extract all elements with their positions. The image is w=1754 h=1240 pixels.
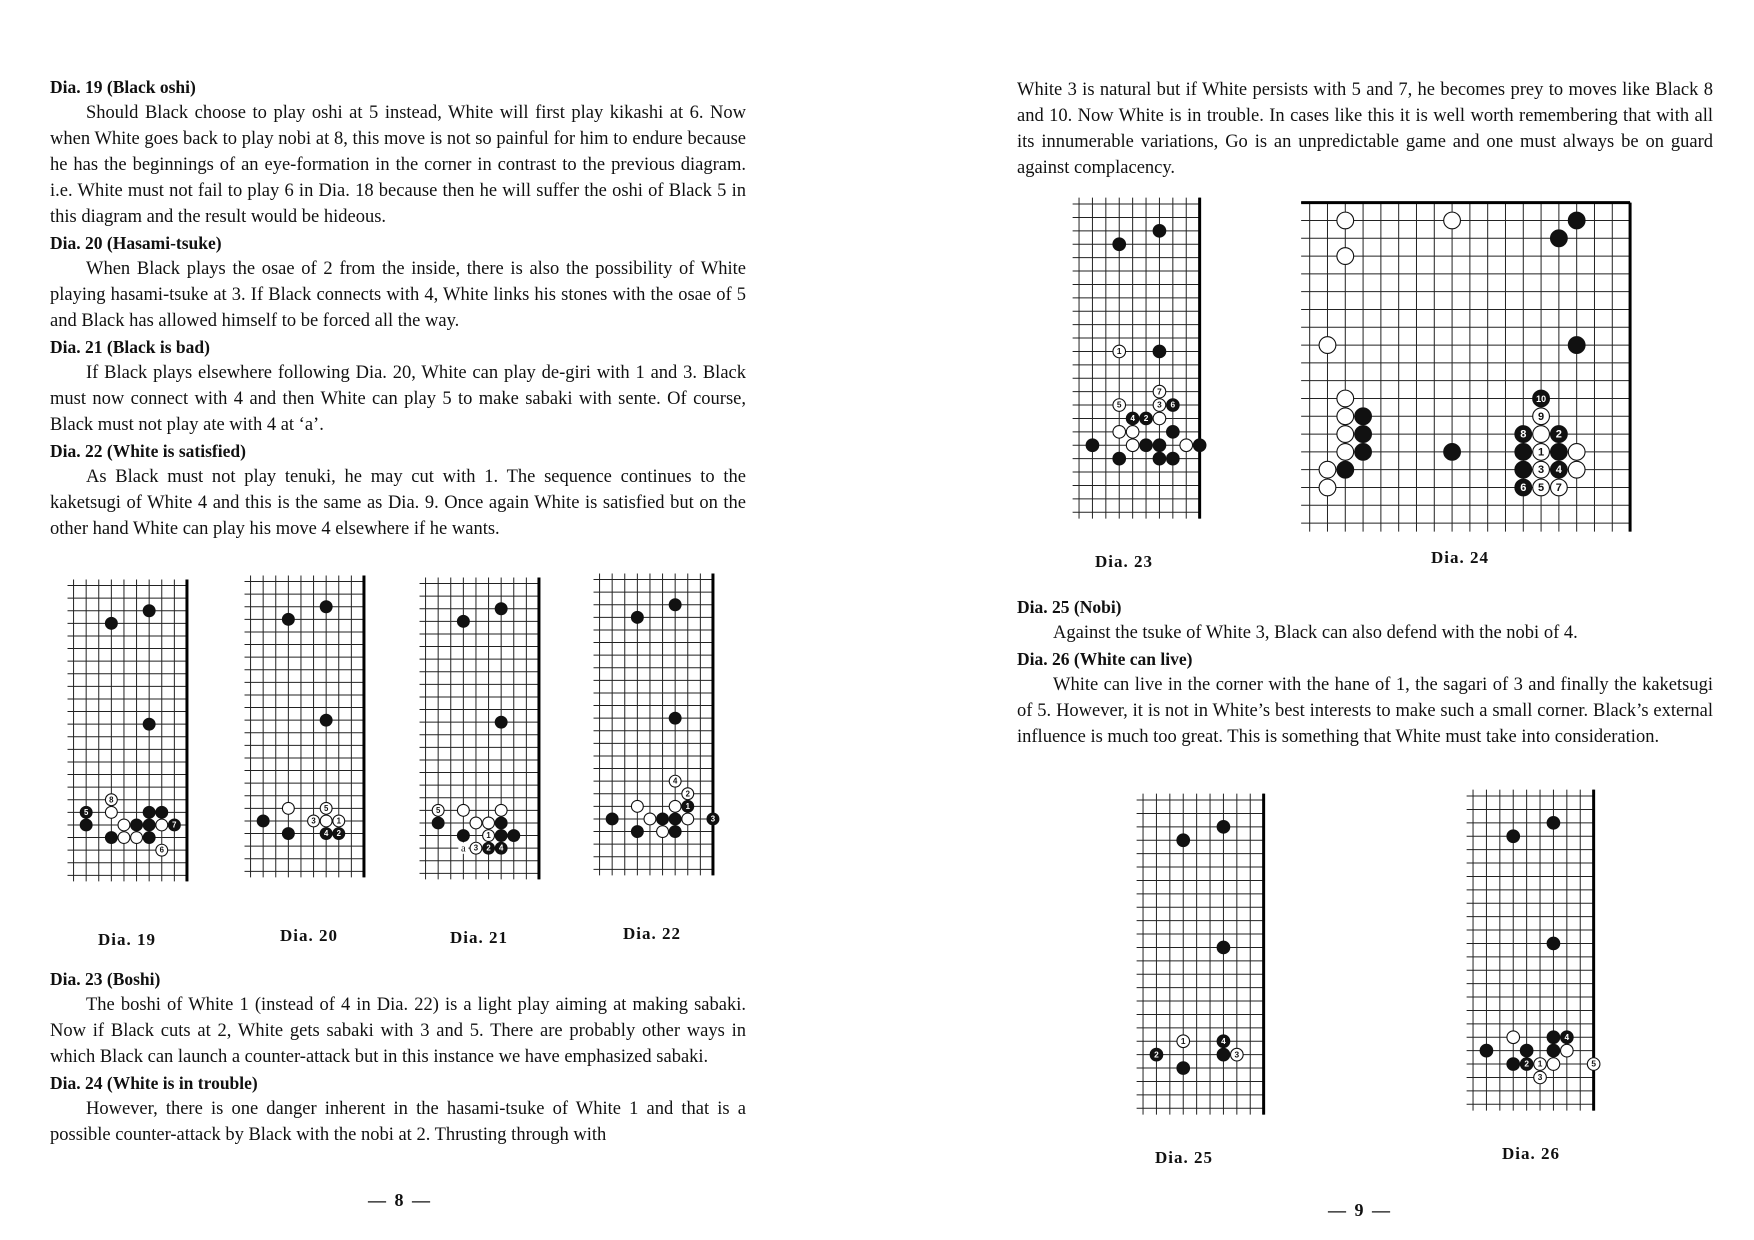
black-stone (1193, 439, 1206, 452)
svg-text:1: 1 (1537, 1058, 1543, 1069)
white-stone-move-3 (308, 815, 320, 827)
caption-dia19: Dia. 19 (98, 930, 156, 949)
white-stone-move-2 (682, 788, 694, 800)
para-dia19: Should Black choose to play oshi at 5 instead, White will first play kikashi at 6. Now when White goes back to play nobi at 8, this move is not so painful for him to endure because he has the beginnings of an eye-formation in the corner in contrast to the previous diagram. i.e. White must not fail to play 6 in Dia. 18 because then he will suffer the oshi of Black 5 in this diagram and the result would be hideous. (50, 103, 746, 227)
svg-text:4: 4 (672, 776, 678, 786)
black-stone-move-6 (1167, 399, 1180, 412)
white-stone-move-5 (1587, 1058, 1600, 1071)
white-stone (1337, 444, 1354, 461)
svg-text:2: 2 (486, 843, 491, 853)
black-stone (457, 615, 469, 627)
black-stone-move-7 (168, 819, 180, 831)
black-stone-move-8 (1515, 426, 1532, 443)
black-stone (669, 599, 681, 611)
black-stone-move-2 (1150, 1048, 1163, 1061)
white-stone-move-6 (156, 844, 168, 856)
black-stone (1177, 834, 1190, 847)
black-stone (143, 718, 155, 730)
svg-text:2: 2 (685, 789, 690, 799)
go-board-dia26 (1465, 788, 1602, 1112)
svg-text:1: 1 (1116, 346, 1122, 357)
svg-text:6: 6 (1170, 399, 1176, 410)
black-stone (1113, 238, 1126, 251)
go-board-dia20 (243, 574, 372, 879)
go-board-dia24 (1299, 192, 1641, 534)
black-stone-move-1 (682, 800, 694, 812)
white-stone-move-7 (1153, 385, 1166, 398)
point-marker-a: a (460, 842, 466, 855)
black-stone (1113, 452, 1126, 465)
board-dia22 (592, 572, 721, 877)
black-stone (1444, 444, 1461, 461)
white-stone (1319, 461, 1336, 478)
black-stone-move-2 (1551, 426, 1568, 443)
white-stone (1113, 426, 1126, 439)
white-stone (131, 832, 143, 844)
svg-text:2: 2 (1154, 1049, 1159, 1060)
para-dia24: However, there is one danger inherent in the hasami-tsuke of White 1 and that is a possible counter-attack by Black with the nobi at 2. Thrusting through with (50, 1099, 746, 1145)
black-stone (1140, 439, 1153, 452)
svg-text:2: 2 (1524, 1058, 1529, 1069)
black-stone (1355, 426, 1372, 443)
go-board-dia19 (66, 578, 195, 883)
heading-dia19: Dia. 19 (Black oshi) (50, 77, 196, 97)
white-stone (1561, 1044, 1574, 1057)
white-stone (282, 802, 294, 814)
svg-text:3: 3 (1538, 464, 1545, 477)
white-stone-move-1 (1177, 1035, 1190, 1048)
svg-text:3: 3 (1537, 1072, 1543, 1083)
svg-text:1: 1 (336, 816, 341, 826)
white-stone (631, 800, 643, 812)
white-stone (1547, 1058, 1560, 1071)
caption-dia25: Dia. 25 (1155, 1148, 1213, 1167)
white-stone-move-3 (1153, 399, 1166, 412)
white-stone-move-1 (483, 830, 495, 842)
board-dia23 (1071, 196, 1208, 520)
svg-text:5: 5 (323, 803, 329, 813)
white-stone-move-1 (1534, 1058, 1547, 1071)
svg-text:4: 4 (1130, 413, 1135, 424)
black-stone-move-4 (1217, 1035, 1230, 1048)
svg-text:4: 4 (323, 829, 329, 839)
svg-text:1: 1 (486, 831, 491, 841)
grid-lines (420, 578, 539, 880)
svg-text:2: 2 (1143, 413, 1149, 424)
black-stone (669, 813, 681, 825)
black-stone (1547, 817, 1560, 830)
right-page (877, 0, 1754, 1240)
black-stone (669, 712, 681, 724)
white-stone (1153, 412, 1166, 425)
text-block-intro (1017, 77, 1713, 181)
black-stone (1355, 444, 1372, 461)
black-stone (1153, 452, 1166, 465)
svg-text:7: 7 (1157, 386, 1162, 397)
heading-dia23: Dia. 23 (Boshi) (50, 969, 161, 989)
black-stone (1568, 337, 1585, 354)
black-stone (1551, 444, 1568, 461)
white-stone (156, 819, 168, 831)
go-board-dia22 (592, 572, 721, 877)
white-stone (118, 819, 130, 831)
svg-text:4: 4 (1564, 1031, 1570, 1042)
black-stone (105, 832, 117, 844)
white-stone-move-5 (432, 804, 444, 816)
black-stone (1515, 461, 1532, 478)
white-stone (118, 832, 130, 844)
black-stone (495, 603, 507, 615)
white-stone (644, 813, 656, 825)
black-stone-move-4 (320, 828, 332, 840)
white-stone (1444, 212, 1461, 229)
para-dia25: Against the tsuke of White 3, Black can also defend with the nobi of 4. (1053, 623, 1578, 643)
para-dia23: The boshi of White 1 (instead of 4 in Dia. 22) is a light play aiming at making sabaki. Now if Black cuts at 2, White gets sabaki with 3 and 5. There are probably other ways in which Black can launch a counter-attack but in this instance we have emphasized sabaki. (50, 995, 746, 1067)
black-stone (669, 826, 681, 838)
black-stone (1217, 821, 1230, 834)
grid-lines (594, 574, 713, 876)
board-dia21 (418, 576, 547, 881)
black-stone (457, 830, 469, 842)
white-stone-move-1 (1533, 444, 1550, 461)
black-stone (131, 819, 143, 831)
white-stone (1319, 337, 1336, 354)
black-stone (80, 819, 92, 831)
black-stone (1355, 408, 1372, 425)
svg-text:5: 5 (1116, 399, 1122, 410)
white-stone-move-8 (105, 794, 117, 806)
black-stone (495, 830, 507, 842)
black-stone-move-4 (1126, 412, 1139, 425)
black-stone (508, 830, 520, 842)
svg-text:8: 8 (1520, 428, 1527, 441)
black-stone-move-5 (80, 806, 92, 818)
white-stone (657, 826, 669, 838)
black-stone-move-2 (1140, 412, 1153, 425)
black-stone-move-2 (1520, 1058, 1533, 1071)
text-block-top (50, 74, 746, 542)
black-stone (1520, 1044, 1533, 1057)
black-stone (257, 815, 269, 827)
svg-text:3: 3 (1234, 1049, 1240, 1060)
black-stone (282, 613, 294, 625)
black-stone-move-2 (333, 828, 345, 840)
black-stone (606, 813, 618, 825)
text-block-right (1017, 594, 1713, 750)
heading-dia24: Dia. 24 (White is in trouble) (50, 1073, 258, 1093)
svg-text:9: 9 (1538, 410, 1545, 423)
svg-text:10: 10 (1536, 394, 1547, 405)
para-dia21: If Black plays elsewhere following Dia. 20, White can play de-giri with 1 and 3. Black must now connect with 4 and then White can play 5 to make sabaki with sente. Of course, Black must not play ate with 4 at ‘a’. (50, 363, 746, 435)
grid-lines (245, 576, 364, 878)
black-stone (320, 714, 332, 726)
svg-text:8: 8 (109, 795, 114, 805)
black-stone (1547, 937, 1560, 950)
black-stone (1547, 1031, 1560, 1044)
white-stone-move-5 (320, 802, 332, 814)
white-stone (470, 817, 482, 829)
black-stone (1177, 1062, 1190, 1075)
svg-text:1: 1 (1180, 1035, 1186, 1046)
svg-text:3: 3 (311, 816, 316, 826)
black-stone (1217, 941, 1230, 954)
svg-text:7: 7 (172, 820, 177, 830)
caption-dia21: Dia. 21 (450, 928, 508, 947)
white-stone (1180, 439, 1193, 452)
white-stone-move-5 (1533, 479, 1550, 496)
svg-text:6: 6 (1520, 482, 1527, 495)
svg-text:2: 2 (336, 829, 341, 839)
black-stone (143, 819, 155, 831)
board-dia24 (1299, 192, 1641, 534)
svg-text:3: 3 (710, 814, 716, 824)
text-block-bottom (50, 966, 746, 1148)
white-stone-move-1 (1113, 345, 1126, 358)
black-stone (1153, 439, 1166, 452)
black-stone (156, 806, 168, 818)
black-stone (1217, 1048, 1230, 1061)
black-stone (1153, 225, 1166, 238)
black-stone-move-6 (1515, 479, 1532, 496)
black-stone (631, 826, 643, 838)
white-stone (1319, 479, 1336, 496)
black-stone (320, 601, 332, 613)
white-stone (1337, 212, 1354, 229)
svg-text:7: 7 (1555, 482, 1562, 495)
white-stone (669, 800, 681, 812)
white-stone (1533, 426, 1550, 443)
black-stone (1167, 426, 1180, 439)
black-stone-move-4 (1561, 1031, 1574, 1044)
svg-text:5: 5 (1591, 1058, 1596, 1069)
white-stone (1568, 444, 1585, 461)
white-stone-move-7 (1551, 479, 1568, 496)
white-stone (457, 804, 469, 816)
white-stone-move-4 (669, 775, 681, 787)
caption-dia20: Dia. 20 (280, 926, 338, 945)
svg-text:4: 4 (1221, 1035, 1226, 1046)
caption-dia22: Dia. 22 (623, 924, 681, 943)
caption-dia23: Dia. 23 (1095, 552, 1153, 571)
white-stone (682, 813, 694, 825)
caption-dia24: Dia. 24 (1431, 548, 1489, 567)
black-stone (282, 828, 294, 840)
black-stone (432, 817, 444, 829)
svg-text:4: 4 (498, 843, 504, 853)
black-stone-move-2 (483, 842, 495, 854)
white-stone (105, 806, 117, 818)
black-stone (143, 605, 155, 617)
board-dia26 (1465, 788, 1602, 1112)
page-number-left: — 8 — (368, 1190, 432, 1210)
black-stone-move-3 (707, 813, 719, 825)
white-stone (1337, 426, 1354, 443)
white-stone-move-3 (1533, 461, 1550, 478)
board-dia25 (1135, 792, 1272, 1116)
heading-dia20: Dia. 20 (Hasami-tsuke) (50, 233, 222, 253)
white-stone (483, 817, 495, 829)
svg-text:3: 3 (473, 843, 479, 853)
white-stone-move-9 (1533, 408, 1550, 425)
white-stone (1126, 426, 1139, 439)
board-dia19 (66, 578, 195, 883)
white-stone (1337, 248, 1354, 265)
black-stone (495, 817, 507, 829)
grid-lines (1073, 198, 1200, 519)
black-stone-move-10 (1533, 390, 1550, 407)
black-stone (1551, 230, 1568, 247)
white-stone-move-3 (1534, 1071, 1547, 1084)
black-stone (1547, 1044, 1560, 1057)
grid-lines (1137, 794, 1264, 1115)
black-stone (1153, 345, 1166, 358)
svg-text:5: 5 (1538, 482, 1545, 495)
heading-dia22: Dia. 22 (White is satisfied) (50, 441, 246, 461)
white-stone (1337, 390, 1354, 407)
white-stone (495, 804, 507, 816)
black-stone (1515, 444, 1532, 461)
para-dia20: When Black plays the osae of 2 from the inside, there is also the possibility of White playing hasami-tsuke at 3. If Black connects with 4, White links his stones with the osae of 5 and Black has allowed himself to be forced all the way. (50, 259, 746, 331)
para-dia22: As Black must not play tenuki, he may cut with 1. The sequence continues to the kaketsugi of White 4 and this is the same as Dia. 9. Once again White is satisfied but on the other hand White can play his move 4 elsewhere if he wants. (50, 467, 746, 539)
white-stone (1126, 439, 1139, 452)
page-number-right: — 9 — (1328, 1200, 1392, 1220)
black-stone (631, 611, 643, 623)
black-stone (1086, 439, 1099, 452)
svg-text:4: 4 (1555, 464, 1562, 477)
svg-text:3: 3 (1157, 399, 1162, 410)
svg-text:5: 5 (435, 805, 441, 815)
go-board-dia23 (1071, 196, 1208, 520)
go-board-dia21 (418, 576, 547, 881)
heading-dia26: Dia. 26 (White can live) (1017, 649, 1193, 669)
black-stone (1507, 830, 1520, 843)
white-stone-move-3 (1231, 1048, 1244, 1061)
black-stone (495, 716, 507, 728)
black-stone-move-4 (495, 842, 507, 854)
svg-text:1: 1 (685, 801, 690, 811)
para-dia26: White can live in the corner with the hane of 1, the sagari of 3 and finally the kaketsugi of 5. However, it is not in White’s best interests to make such a small corner. Black’s external influence is much too great. This is something that White must take into consideration. (1017, 675, 1713, 747)
white-stone (320, 815, 332, 827)
black-stone (1480, 1044, 1493, 1057)
white-stone (1507, 1031, 1520, 1044)
white-stone-move-1 (333, 815, 345, 827)
white-stone-move-5 (1113, 399, 1126, 412)
svg-text:6: 6 (159, 845, 164, 855)
black-stone (657, 813, 669, 825)
caption-dia26: Dia. 26 (1502, 1144, 1560, 1163)
black-stone (1337, 461, 1354, 478)
black-stone-move-4 (1551, 461, 1568, 478)
black-stone (143, 832, 155, 844)
white-stone (1568, 461, 1585, 478)
heading-dia21: Dia. 21 (Black is bad) (50, 337, 210, 357)
svg-text:5: 5 (83, 807, 89, 817)
black-stone (105, 617, 117, 629)
black-stone (143, 806, 155, 818)
white-stone-move-3 (470, 842, 482, 854)
svg-text:2: 2 (1555, 428, 1562, 441)
heading-dia25: Dia. 25 (Nobi) (1017, 597, 1122, 617)
black-stone (1568, 212, 1585, 229)
para-intro: White 3 is natural but if White persists with 5 and 7, he becomes prey to moves like Black 8 and 10. Now White is in trouble. In cases like this it is well worth remembering that with all its innumerable variations, Go is an unpredictable game and one must always be on guard against complacency. (1017, 80, 1713, 178)
black-stone (1507, 1058, 1520, 1071)
board-dia20 (243, 574, 372, 879)
black-stone (1167, 452, 1180, 465)
svg-text:1: 1 (1538, 446, 1545, 459)
go-board-dia25 (1135, 792, 1272, 1116)
white-stone (1337, 408, 1354, 425)
